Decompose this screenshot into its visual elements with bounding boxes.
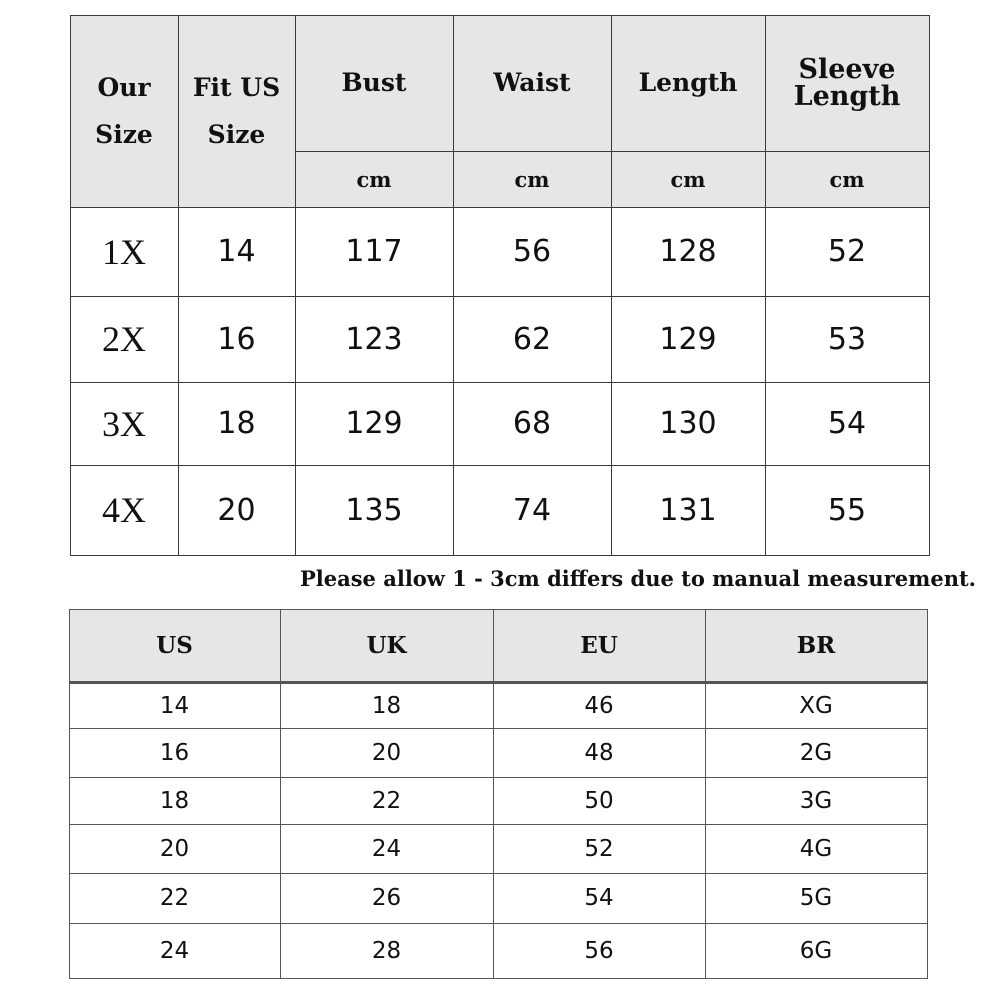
length-cell: 128 — [611, 207, 766, 297]
uk-cell: 20 — [280, 728, 494, 778]
header-us: US — [69, 609, 281, 684]
br-cell: 2G — [705, 728, 928, 778]
header-eu: EU — [493, 609, 706, 684]
size-cell: 2X — [70, 296, 179, 383]
unit-waist: cm — [453, 151, 612, 208]
bust-cell: 135 — [295, 465, 454, 556]
waist-cell: 68 — [453, 382, 612, 466]
unit-bust: cm — [295, 151, 454, 208]
us-cell: 18 — [69, 777, 281, 825]
size-conversion-table — [69, 609, 927, 978]
eu-cell: 52 — [493, 824, 706, 874]
uk-cell: 26 — [280, 873, 494, 924]
length-cell: 131 — [611, 465, 766, 556]
bust-cell: 123 — [295, 296, 454, 383]
us-size-cell: 16 — [178, 296, 296, 383]
sleeve-length-cell: 53 — [765, 296, 930, 383]
bust-cell: 117 — [295, 207, 454, 297]
header-our-size: Our Size — [70, 15, 179, 208]
header-waist: Waist — [453, 15, 612, 152]
sleeve-length-cell: 54 — [765, 382, 930, 466]
unit-length: cm — [611, 151, 766, 208]
size-cell: 3X — [70, 382, 179, 466]
waist-cell: 56 — [453, 207, 612, 297]
br-cell: 6G — [705, 923, 928, 979]
br-cell: XG — [705, 683, 928, 729]
header-sleeve-length: Sleeve Length — [765, 15, 930, 152]
eu-cell: 50 — [493, 777, 706, 825]
measurement-note: Please allow 1 - 3cm differs due to manual measurement. — [300, 566, 976, 591]
unit-sleeve-length: cm — [765, 151, 930, 208]
br-cell: 3G — [705, 777, 928, 825]
us-size-cell: 14 — [178, 207, 296, 297]
eu-cell: 54 — [493, 873, 706, 924]
us-cell: 24 — [69, 923, 281, 979]
header-uk: UK — [280, 609, 494, 684]
header-length: Length — [611, 15, 766, 152]
size-cell: 1X — [70, 207, 179, 297]
us-size-cell: 20 — [178, 465, 296, 556]
us-cell: 20 — [69, 824, 281, 874]
header-fit-us-size: Fit US Size — [178, 15, 296, 208]
length-cell: 129 — [611, 296, 766, 383]
eu-cell: 56 — [493, 923, 706, 979]
size-chart-table — [70, 15, 929, 555]
uk-cell: 28 — [280, 923, 494, 979]
us-cell: 22 — [69, 873, 281, 924]
br-cell: 4G — [705, 824, 928, 874]
uk-cell: 18 — [280, 683, 494, 729]
uk-cell: 24 — [280, 824, 494, 874]
br-cell: 5G — [705, 873, 928, 924]
size-cell: 4X — [70, 465, 179, 556]
header-br: BR — [705, 609, 928, 684]
waist-cell: 74 — [453, 465, 612, 556]
uk-cell: 22 — [280, 777, 494, 825]
us-size-cell: 18 — [178, 382, 296, 466]
header-bust: Bust — [295, 15, 454, 152]
eu-cell: 46 — [493, 683, 706, 729]
us-cell: 14 — [69, 683, 281, 729]
us-cell: 16 — [69, 728, 281, 778]
waist-cell: 62 — [453, 296, 612, 383]
eu-cell: 48 — [493, 728, 706, 778]
length-cell: 130 — [611, 382, 766, 466]
sleeve-length-cell: 52 — [765, 207, 930, 297]
bust-cell: 129 — [295, 382, 454, 466]
sleeve-length-cell: 55 — [765, 465, 930, 556]
